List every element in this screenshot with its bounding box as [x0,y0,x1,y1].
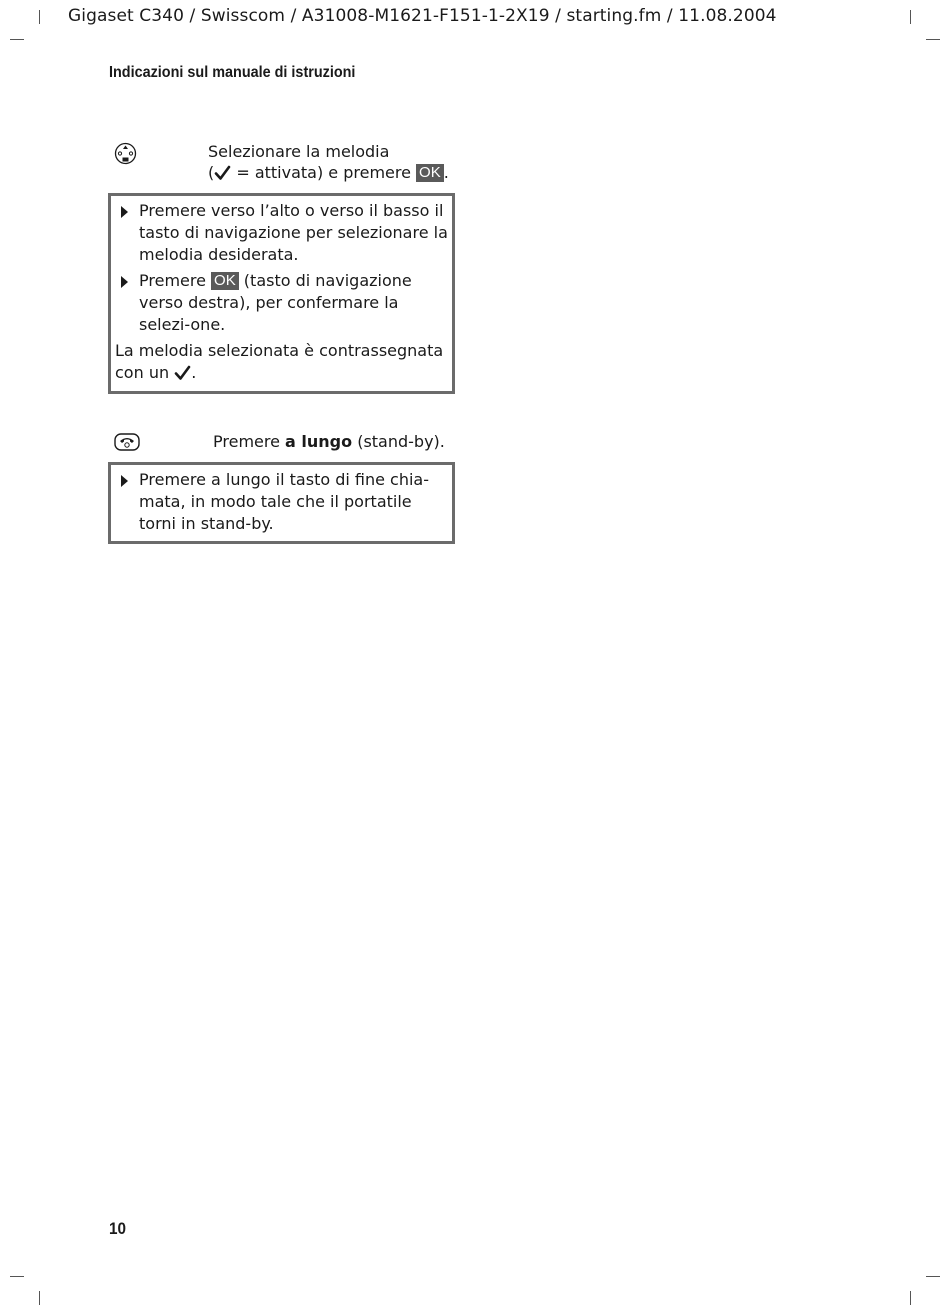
box1-note-end: . [191,363,197,382]
list-item [115,200,448,266]
bullet-arrow-icon [121,475,128,487]
step-select-melody-middle: = attivata) e premere [231,163,417,182]
bullet-arrow-icon [121,206,128,218]
page-number: 10 [109,1219,127,1238]
checkmark-icon [174,365,191,381]
end-call-key-icon [114,432,140,452]
step-select-melody-end: . [443,163,449,182]
ok-key-label: OK [211,272,239,290]
crop-mark [910,1291,911,1305]
navigation-key-icon [114,142,137,165]
bullet-arrow-icon [121,276,128,288]
crop-mark [926,1276,940,1277]
box1-item2-before: Premere [139,271,212,290]
step-long-press-suffix: (stand-by). [352,432,445,451]
ok-key-label: OK [416,164,444,182]
list-item [115,270,448,336]
crop-mark [926,39,940,40]
crop-mark [10,39,24,40]
checkmark-icon [214,165,231,181]
crop-mark [39,1291,40,1305]
box1-item2-after: (tasto di navigazione verso destra), per confermare la selezi-one. [139,271,412,334]
step-long-press-prefix: Premere [213,432,286,451]
section-title: Indicazioni sul manuale di istruzioni [109,64,356,81]
instruction-box-melody [108,193,455,394]
box1-item1-text: Premere verso l’alto o verso il basso il tasto di navigazione per selezionare la melodia desiderata. [139,201,448,264]
crop-mark [39,10,40,24]
paren-open: ( [208,163,215,182]
step-long-press [213,431,445,452]
step-long-press-bold: a lungo [285,432,353,451]
list-item [115,469,448,535]
step-select-melody [208,141,449,183]
document-header: Gigaset C340 / Swisscom / A31008-M1621-F151-1-2X19 / starting.fm / 11.08.2004 [68,6,777,26]
box1-note [115,340,448,384]
instruction-box-standby [108,462,455,544]
box1-note-text: La melodia selezionata è contrassegnata con un [115,341,444,382]
box2-item1-text: Premere a lungo il tasto di fine chia-mata, in modo tale che il portatile torni in stand-by. [139,470,430,533]
crop-mark [910,10,911,24]
crop-mark [10,1276,24,1277]
step-select-melody-line1: Selezionare la melodia [208,142,390,161]
step-select-melody-line2 [208,162,449,183]
